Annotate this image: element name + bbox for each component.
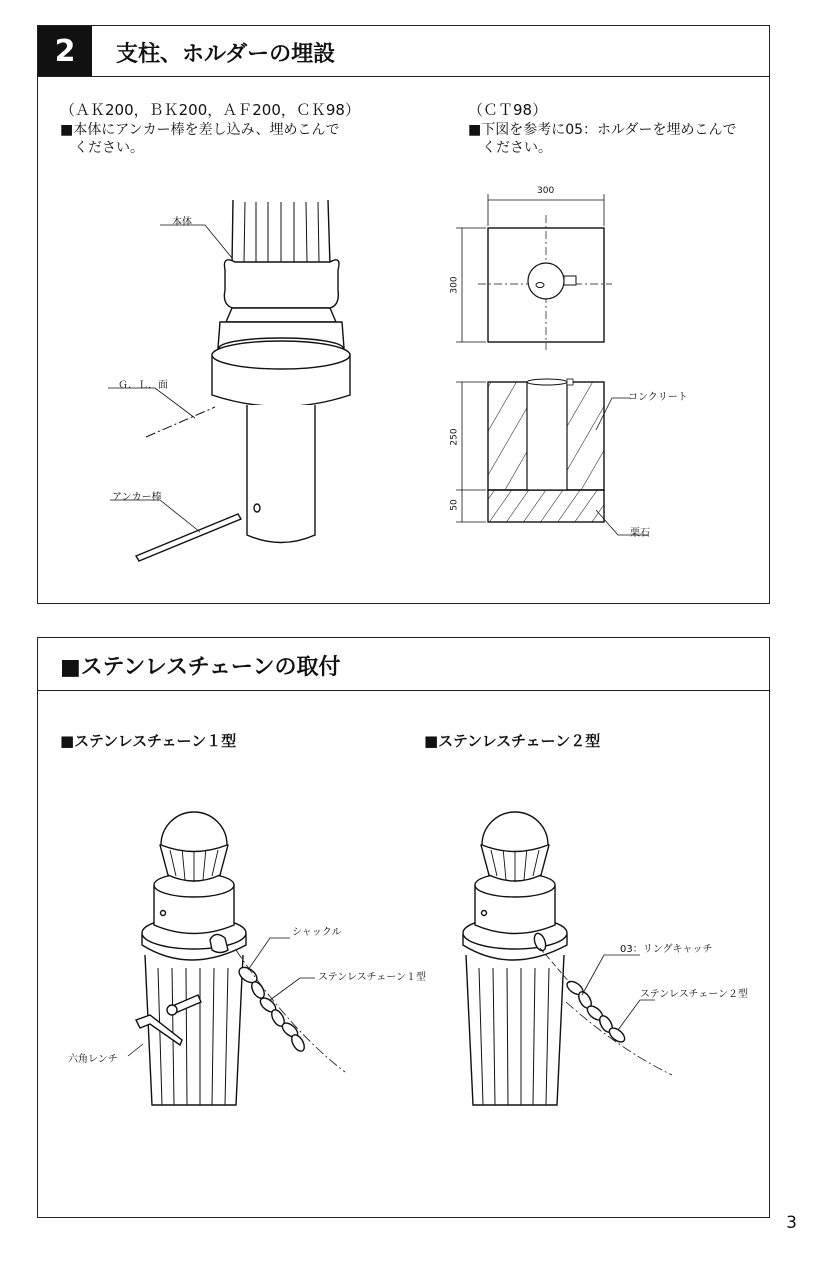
label-body: 本体 (172, 217, 192, 228)
label-gl-surface: Ｇ．Ｌ．面 (118, 380, 168, 391)
label-hex-wrench: 六角レンチ (68, 1054, 118, 1065)
dim-height: 300 (449, 276, 460, 294)
dim-50: 50 (449, 499, 460, 511)
right-heading: （ＣＴ98） (468, 101, 548, 119)
label-chain-type1: ステンレスチェーン１型 (318, 972, 427, 983)
label-anchor-rod: アンカー棒 (112, 492, 162, 503)
right-instruction-line2: ください。 (482, 140, 552, 156)
chain-type1-heading: ■ステンレスチェーン１型 (60, 732, 237, 750)
chain-section-title: ■ステンレスチェーンの取付 (60, 655, 341, 680)
section-number: 2 (38, 26, 92, 76)
right-instruction-line1: ■下図を参考に05：ホルダーを埋めこんで (468, 122, 737, 138)
left-instruction-line2: ください。 (74, 140, 144, 156)
page-number: 3 (786, 1213, 797, 1233)
label-concrete: コンクリート (628, 392, 688, 403)
label-ring-catch: 03：リングキャッチ (620, 944, 713, 955)
dim-250: 250 (449, 428, 460, 446)
label-gravel: 栗石 (630, 528, 650, 539)
left-heading: （ＡＫ200，ＢＫ200，ＡＦ200，ＣＫ98） (60, 101, 360, 119)
label-shackle: シャックル (292, 927, 342, 938)
chain-type2-heading: ■ステンレスチェーン２型 (424, 732, 601, 750)
dim-width: 300 (537, 186, 555, 196)
section-title: 支柱、ホルダーの埋設 (116, 42, 336, 67)
left-instruction-line1: ■本体にアンカー棒を差し込み、埋めこんで (60, 122, 340, 138)
label-chain-type2: ステンレスチェーン２型 (640, 989, 749, 1000)
